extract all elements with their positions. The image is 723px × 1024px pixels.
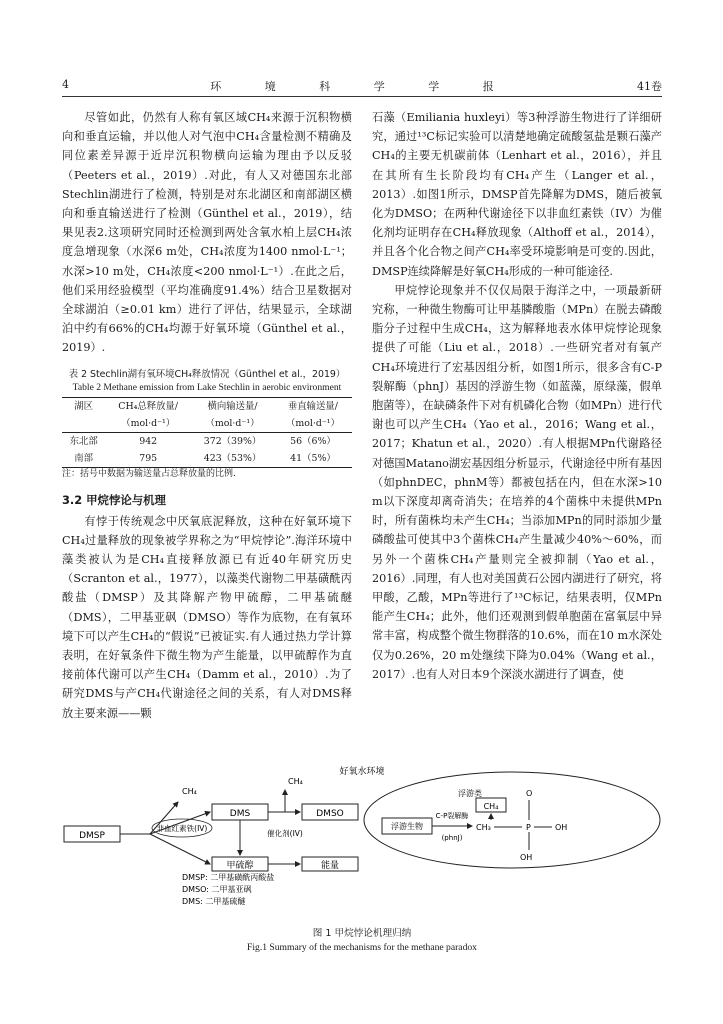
right-column <box>372 108 662 684</box>
phosphorus-label: P <box>526 823 531 832</box>
volume-number: 41卷 <box>637 80 662 93</box>
arrow <box>150 834 210 864</box>
table-header: 横向输送量/ <box>191 397 274 415</box>
gene-label: (phnJ) <box>441 834 463 842</box>
methanethiol-label: 甲硫醇 <box>226 861 254 871</box>
table-row <box>62 450 352 468</box>
table-header: （mol·d⁻¹） <box>274 415 352 433</box>
figure-title: 好氧水环境 <box>339 767 385 777</box>
table-cell: 372（39%） <box>203 435 262 447</box>
left-column <box>62 108 352 723</box>
page-number: 4 <box>62 78 69 91</box>
dms-label: DMS <box>229 809 251 819</box>
hydroxyl-label-right: OH <box>555 823 568 832</box>
table-header: 垂直输送量/ <box>274 397 352 415</box>
paragraph: 尽管如此，仍然有人称有氧区域CH₄来源于沉积物横向和垂直运输，并以他人对气泡中CH₄含量检测不精确及同位素差异源于近岸沉积物横向运输为理由予以反驳（Peeters et al.，2019）.对此，有人又对德国东北部Stechlin湖进行了检测，特别是对东北湖区和南部湖区横向和垂直输送进行了检测（Günthel et al.，2019），结果见表2.这项研究同时还检测到两处含氧水柏上层CH₄浓度急增现象（水深6 m处，CH₄浓度为1400 nmol·L⁻¹；水深>10 m处，CH₄浓度<200 nmol·L⁻¹）.在此之后，他们采用经验模型（平均准确度91.4%）结合卫星数据对全球湖泊（≥0.01 km）进行了评估，结果显示，全球湖泊中约有66%的CH₄均源于好氧环境（Günthel et al.，2019）. <box>62 111 352 355</box>
table-header: CH₄总释放量/ <box>105 397 191 415</box>
paragraph: 石藻（Emiliania huxleyi）等3种浮游生物进行了详细研究，通过¹³C标记实验可以清楚地确定硫酸氢盐是颗石藻产CH₄的主要无机碳前体（Lenhart et al.，2016），并且在其所有生长阶段均有CH₄产生（Langer et al.，2013）.如图1所示，DMSP首先降解为DMS，随后被氧化为DMSO；在两种代谢途径下以非血红素铁（IV）为催化剂均证明存在CH₄释放现象（Althoff et al.，2014），并且各个化合物之间产CH₄率受环境影响是可变的.因此，DMSP连续降解是好氧CH₄形成的一种可能途径. <box>372 111 662 278</box>
journal-name: 环 境 科 学 学 报 <box>210 80 514 93</box>
table-cell: 795 <box>105 450 191 468</box>
section-heading: 3.2 甲烷悖论与机理 <box>62 492 166 507</box>
legend-dmsp: DMSP: 二甲基磺酰丙酸盐 <box>182 873 275 882</box>
ch4-label-2: CH₄ <box>288 777 303 786</box>
header-rule <box>62 96 662 97</box>
hydroxyl-label-bottom: OH <box>520 853 533 862</box>
ch3-label: CH₃ <box>476 823 491 832</box>
table-cell: 41（5%） <box>274 450 352 468</box>
enzyme-label: C-P裂解酶 <box>435 812 469 820</box>
fe-catalyst-label: 非血红素铁(IV) <box>156 824 208 833</box>
table-cell: 56（6%） <box>290 435 336 447</box>
dmsp-label: DMSP <box>79 831 105 841</box>
table-2 <box>62 368 352 481</box>
table-header: 湖区 <box>62 397 105 415</box>
ch4-label-1: CH₄ <box>182 787 197 796</box>
data-table <box>62 397 352 468</box>
plankton-group-label: 浮游类 <box>458 789 482 798</box>
table-header: （mol·d⁻¹） <box>191 415 274 433</box>
table-note: 注：括号中数据为输送量占总释放量的比例. <box>62 468 236 479</box>
legend-dmso: DMSO: 二甲基亚砜 <box>182 885 252 894</box>
table-header <box>62 415 105 433</box>
paragraph: 甲烷悖论现象并不仅仅局限于海洋之中，一项最新研究称，一种微生物酶可让甲基膦酸脂（MPn）在脱去磷酸脂分子过程中生成CH₄，这为解释地表水体甲烷悖论现象提供了可能（Liu et al.，2018）.一些研究者对有氧产CH₄环境进行了宏基因组分析，如图1所示，很多含有C-P裂解酶（phnJ）基因的浮游生物（如蓝藻，原绿藻，假单胞菌等），在缺磷条件下对有机磷化合物（如MPn）进行代谢也可以产生CH₄（Yao et al.，2016；Wang et al.，2017；Khatun et al.，2020）.有人根据MPn代谢路径对德国Matano湖宏基因组分析显示，代谢途径中所有基因（如phnDEC，phnM等）都被包括在内，但在水深>10 m以下深度却离奇消失；在培养的4个菌株中未提供MPn时，所有菌株均未产生CH₄；当添加MPn的同时添加少量磷酸盐可使其中3个菌株CH₄产生量减少40%～60%，而另外一个菌株CH₄产量则完全被抑制（Yao et al.，2016）.同理，有人也对美国黄石公园内湖进行了研究，将甲酸，乙酸，MPn等进行了¹³C标记，结果表明，仅MPn能产生CH₄；此外，他们还观测到假单胞菌在富氧层中异常丰富，构成整个微生物群落的10.6%，而在10 m水深处仅为0.26%，20 m处继续下降为0.04%（Wang et al.，2017）.也有人对日本9个深淡水湖进行了调查，使 <box>372 283 662 681</box>
dmso-label: DMSO <box>316 809 344 819</box>
running-header <box>62 78 662 98</box>
table-caption-en: Table 2 Methane emission from Lake Stechlin in aerobic environment <box>72 381 342 393</box>
table-caption-zh: 表 2 Stechlin湖有氧环境CH₄释放情况（Günthel et al.，2019） <box>68 368 346 380</box>
legend-dms: DMS: 二甲基硫醚 <box>182 897 246 906</box>
plankton-label: 浮游生物 <box>391 822 423 831</box>
ch4-product-label: CH₄ <box>483 802 499 811</box>
energy-label: 能量 <box>320 861 340 871</box>
table-cell: 南部 <box>62 450 105 468</box>
figure-caption-en: Fig.1 Summary of the mechanisms for the methane paradox <box>247 942 477 953</box>
table-cell: 423（53%） <box>191 450 274 468</box>
table-header: （mol·d⁻¹） <box>105 415 191 433</box>
oxygen-label: O <box>526 789 533 798</box>
table-cell: 942 <box>139 435 158 447</box>
table-cell: 东北部 <box>69 435 98 447</box>
catalyst-label: 催化剂(IV) <box>267 829 303 838</box>
figure-caption-zh: 图 1 甲烷悖论机理归纳 <box>312 928 412 939</box>
figure-1-diagram <box>62 762 662 912</box>
paragraph: 有悖于传统观念中厌氧底泥释放，这种在好氧环境下CH₄过量释放的现象被学界称之为“甲烷悖论”.海洋环境中藻类被认为是CH₄直接释放源已有近40年研究历史（Scranton et al.，1977），以藻类代谢物二甲基磺酰丙酸盐（DMSP）及其降解产物甲硫醇，二甲基硫醚（DMS），二甲基亚砜（DMSO）等作为底物，在有氧环境下可以产生CH₄的“假说”已被证实.有人通过热力学计算表明，在好氧条件下微生物为产生能量，以甲硫醇作为直接前体代谢可以产生CH₄（Damm et al.，2010）.为了研究DMS与产CH₄代谢途径之间的关系，有人对DMS释放主要来源——颗 <box>62 514 352 720</box>
table-row <box>62 432 352 450</box>
